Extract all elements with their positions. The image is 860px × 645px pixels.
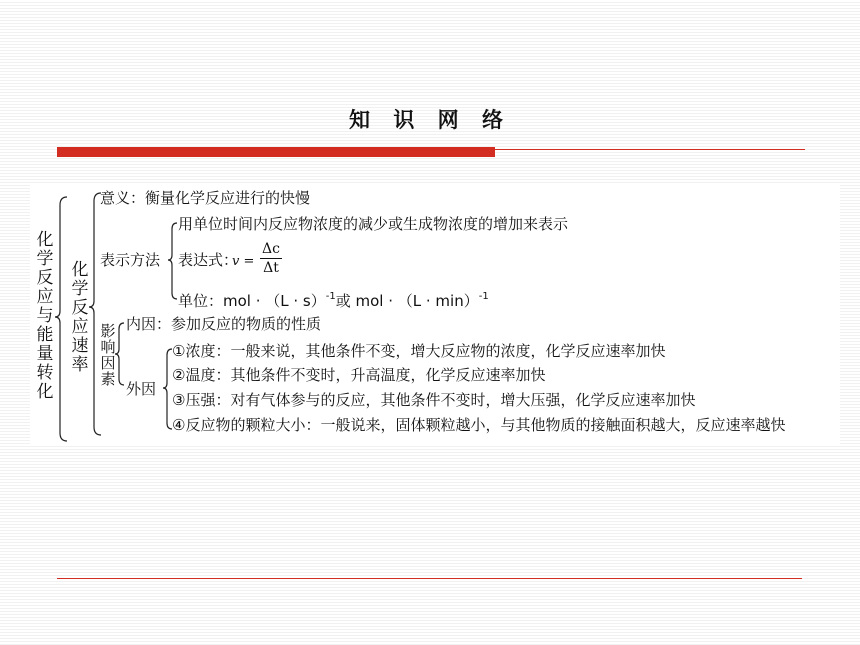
fraction-bar bbox=[260, 258, 282, 259]
unit-exponent-2: -1 bbox=[478, 291, 489, 302]
topic-node-label: 化学反应速率 bbox=[71, 260, 89, 375]
footer-rule bbox=[57, 578, 802, 579]
unit-exponent-1: -1 bbox=[325, 291, 336, 302]
unit-alternative: 或 mol · （L · min） bbox=[335, 292, 479, 310]
external-factor-label: 外因 bbox=[126, 380, 157, 398]
formula-denominator: Δt bbox=[263, 260, 279, 276]
external-item-particle-size: ④反应物的颗粒大小：一般说来，固体颗粒越小，与其他物质的接触面积越大，反应速率越快 bbox=[172, 416, 786, 434]
external-item-temperature: ②温度：其他条件不变时，升高温度，化学反应速率加快 bbox=[172, 366, 546, 384]
knowledge-tree-panel bbox=[30, 183, 840, 445]
expression-method-label: 表示方法 bbox=[100, 251, 161, 269]
title-underline-thick bbox=[57, 147, 495, 157]
unit-label: 单位：mol · （L · s） bbox=[178, 292, 326, 310]
unit-text bbox=[178, 288, 489, 310]
meaning-text: 意义：衡量化学反应进行的快慢 bbox=[100, 189, 311, 207]
external-item-concentration: ①浓度：一般来说，其他条件不变，增大反应物的浓度，化学反应速率加快 bbox=[172, 342, 666, 360]
expression-definition-text: 用单位时间内反应物浓度的减少或生成物浓度的增加来表示 bbox=[178, 215, 569, 233]
page-title: 知 识 网 络 bbox=[349, 107, 511, 132]
internal-factor-text: 内因：参加反应的物质的性质 bbox=[126, 315, 322, 333]
root-node-label: 化学反应与能量转化 bbox=[36, 230, 54, 402]
formula-numerator: Δc bbox=[262, 241, 280, 257]
external-item-pressure: ③压强：对有气体参与的反应，其他条件不变时，增大压强，化学反应速率加快 bbox=[172, 391, 696, 409]
expression-formula-label: 表达式： bbox=[178, 251, 239, 269]
formula-fraction bbox=[260, 241, 282, 276]
formula-variable: v = bbox=[232, 254, 255, 269]
factors-label: 影响因素 bbox=[100, 322, 116, 388]
title-underline-thin bbox=[495, 149, 805, 150]
